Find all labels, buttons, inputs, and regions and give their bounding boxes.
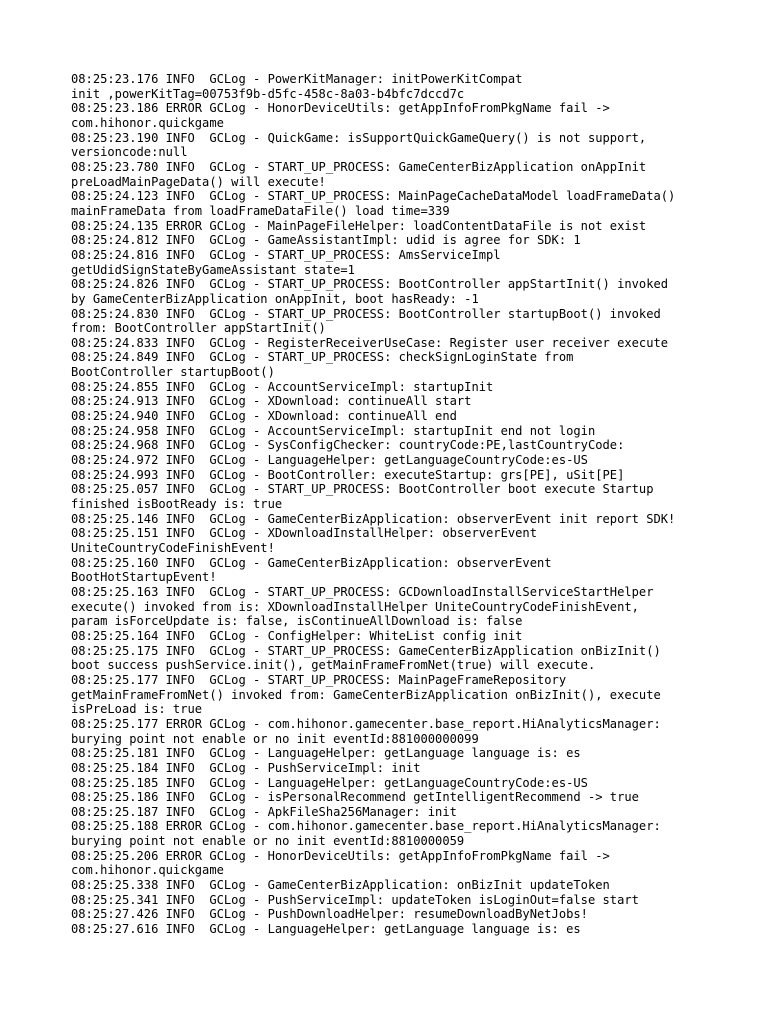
log-line: 08:25:25.184 INFO GCLog - PushServiceImpl: init [71, 760, 421, 775]
log-line: 08:25:25.177 ERROR GCLog - com.hihonor.gamecenter.base_report.HiAnalyticsManager: [71, 716, 661, 731]
log-line: 08:25:25.338 INFO GCLog - GameCenterBizApplication: onBizInit updateToken [71, 878, 610, 893]
log-line: 08:25:23.780 INFO GCLog - START_UP_PROCESS: GameCenterBizApplication onAppInit [71, 159, 647, 174]
log-line: getUdidSignStateByGameAssistant state=1 [71, 262, 355, 277]
log-line: 08:25:24.855 INFO GCLog - AccountServiceImpl: startupInit [71, 379, 494, 394]
log-line: 08:25:24.830 INFO GCLog - START_UP_PROCESS: BootController startupBoot() invoked [71, 306, 661, 321]
log-line: by GameCenterBizApplication onAppInit, boot hasReady: -1 [71, 291, 479, 306]
log-line: getMainFrameFromNet() invoked from: GameCenterBizApplication onBizInit(), execute [71, 687, 661, 702]
log-line: 08:25:24.812 INFO GCLog - GameAssistantImpl: udid is agree for SDK: 1 [71, 233, 581, 248]
log-line: 08:25:23.176 INFO GCLog - PowerKitManager: initPowerKitCompat [71, 72, 523, 86]
log-line: 08:25:27.616 INFO GCLog - LanguageHelper: getLanguage language is: es [71, 922, 581, 937]
log-line: 08:25:25.057 INFO GCLog - START_UP_PROCESS: BootController boot execute Startup [71, 482, 654, 497]
log-line: finished isBootReady is: true [71, 497, 283, 512]
log-line: param isForceUpdate is: false, isContinueAllDownload is: false [71, 614, 523, 629]
log-line: init ,powerKitTag=00753f9b-d5fc-458c-8a03-b4bfc7dccd7c [71, 86, 465, 101]
log-line: 08:25:25.187 INFO GCLog - ApkFileSha256Manager: init [71, 804, 457, 819]
log-line: UniteCountryCodeFinishEvent! [71, 541, 275, 555]
log-line: com.hihonor.quickgame [71, 115, 224, 130]
log-line: 08:25:25.164 INFO GCLog - ConfigHelper: WhiteList config init [71, 628, 523, 643]
log-line: preLoadMainPageData() will execute! [71, 174, 326, 189]
log-line: 08:25:24.816 INFO GCLog - START_UP_PROCESS: AmsServiceImpl [71, 247, 501, 262]
log-line: versioncode:null [71, 145, 188, 160]
log-line: 08:25:24.958 INFO GCLog - AccountServiceImpl: startupInit end not login [71, 423, 596, 438]
log-line: 08:25:25.341 INFO GCLog - PushServiceImpl: updateToken isLoginOut=false start [71, 892, 639, 907]
log-line: 08:25:25.181 INFO GCLog - LanguageHelper: getLanguage language is: es [71, 746, 581, 761]
log-line: mainFrameData from loadFrameDataFile() load time=339 [71, 203, 450, 218]
log-line: execute() invoked from is: XDownloadInstallHelper UniteCountryCodeFinishEvent, [71, 599, 639, 614]
log-line: 08:25:27.426 INFO GCLog - PushDownloadHelper: resumeDownloadByNetJobs! [71, 907, 588, 922]
log-line: 08:25:23.186 ERROR GCLog - HonorDeviceUtils: getAppInfoFromPkgName fail -> [71, 101, 610, 116]
log-line: 08:25:24.968 INFO GCLog - SysConfigChecker: countryCode:PE,lastCountryCode: [71, 438, 625, 453]
log-line: 08:25:24.123 INFO GCLog - START_UP_PROCESS: MainPageCacheDataModel loadFrameData() [71, 189, 676, 204]
log-line: 08:25:25.160 INFO GCLog - GameCenterBizApplication: observerEvent [71, 555, 552, 570]
log-line: 08:25:23.190 INFO GCLog - QuickGame: isSupportQuickGameQuery() is not support, [71, 130, 647, 145]
log-line: 08:25:24.913 INFO GCLog - XDownload: continueAll start [71, 394, 472, 409]
log-line: 08:25:25.175 INFO GCLog - START_UP_PROCESS: GameCenterBizApplication onBizInit() [71, 643, 661, 658]
log-line: burying point not enable or no init eventId:8810000059 [71, 834, 465, 849]
log-line: 08:25:24.135 ERROR GCLog - MainPageFileHelper: loadContentDataFile is not exist [71, 218, 647, 233]
log-line: burying point not enable or no init eventId:881000000099 [71, 731, 479, 746]
log-line: 08:25:25.186 INFO GCLog - isPersonalRecommend getIntelligentRecommend -> true [71, 790, 639, 805]
log-line: 08:25:25.188 ERROR GCLog - com.hihonor.gamecenter.base_report.HiAnalyticsManager: [71, 819, 661, 834]
log-page [71, 72, 711, 937]
log-line: isPreLoad is: true [71, 702, 203, 717]
log-line: 08:25:24.972 INFO GCLog - LanguageHelper: getLanguageCountryCode:es-US [71, 453, 588, 468]
log-line: from: BootController appStartInit() [71, 321, 326, 336]
log-line: 08:25:24.826 INFO GCLog - START_UP_PROCESS: BootController appStartInit() invoked [71, 277, 669, 292]
log-line: 08:25:25.151 INFO GCLog - XDownloadInstallHelper: observerEvent [71, 526, 537, 541]
log-line: 08:25:24.833 INFO GCLog - RegisterReceiverUseCase: Register user receiver execute [71, 335, 669, 350]
log-line: BootController startupBoot() [71, 365, 275, 380]
log-line: 08:25:24.940 INFO GCLog - XDownload: continueAll end [71, 409, 457, 424]
log-line: 08:25:25.206 ERROR GCLog - HonorDeviceUtils: getAppInfoFromPkgName fail -> [71, 848, 610, 863]
log-line: BootHotStartupEvent! [71, 570, 217, 585]
log-line: 08:25:25.146 INFO GCLog - GameCenterBizApplication: observerEvent init report SDK! [71, 511, 676, 526]
log-line: 08:25:25.163 INFO GCLog - START_UP_PROCESS: GCDownloadInstallServiceStartHelper [71, 584, 654, 599]
log-line: 08:25:24.849 INFO GCLog - START_UP_PROCESS: checkSignLoginState from [71, 350, 574, 365]
log-line: 08:25:24.993 INFO GCLog - BootController: executeStartup: grs[PE], uSit[PE] [71, 467, 625, 482]
log-line: com.hihonor.quickgame [71, 863, 224, 878]
log-line: 08:25:25.177 INFO GCLog - START_UP_PROCESS: MainPageFrameRepository [71, 672, 567, 687]
log-line: 08:25:25.185 INFO GCLog - LanguageHelper: getLanguageCountryCode:es-US [71, 775, 588, 790]
log-line: boot success pushService.init(), getMainFrameFromNet(true) will execute. [71, 658, 596, 673]
